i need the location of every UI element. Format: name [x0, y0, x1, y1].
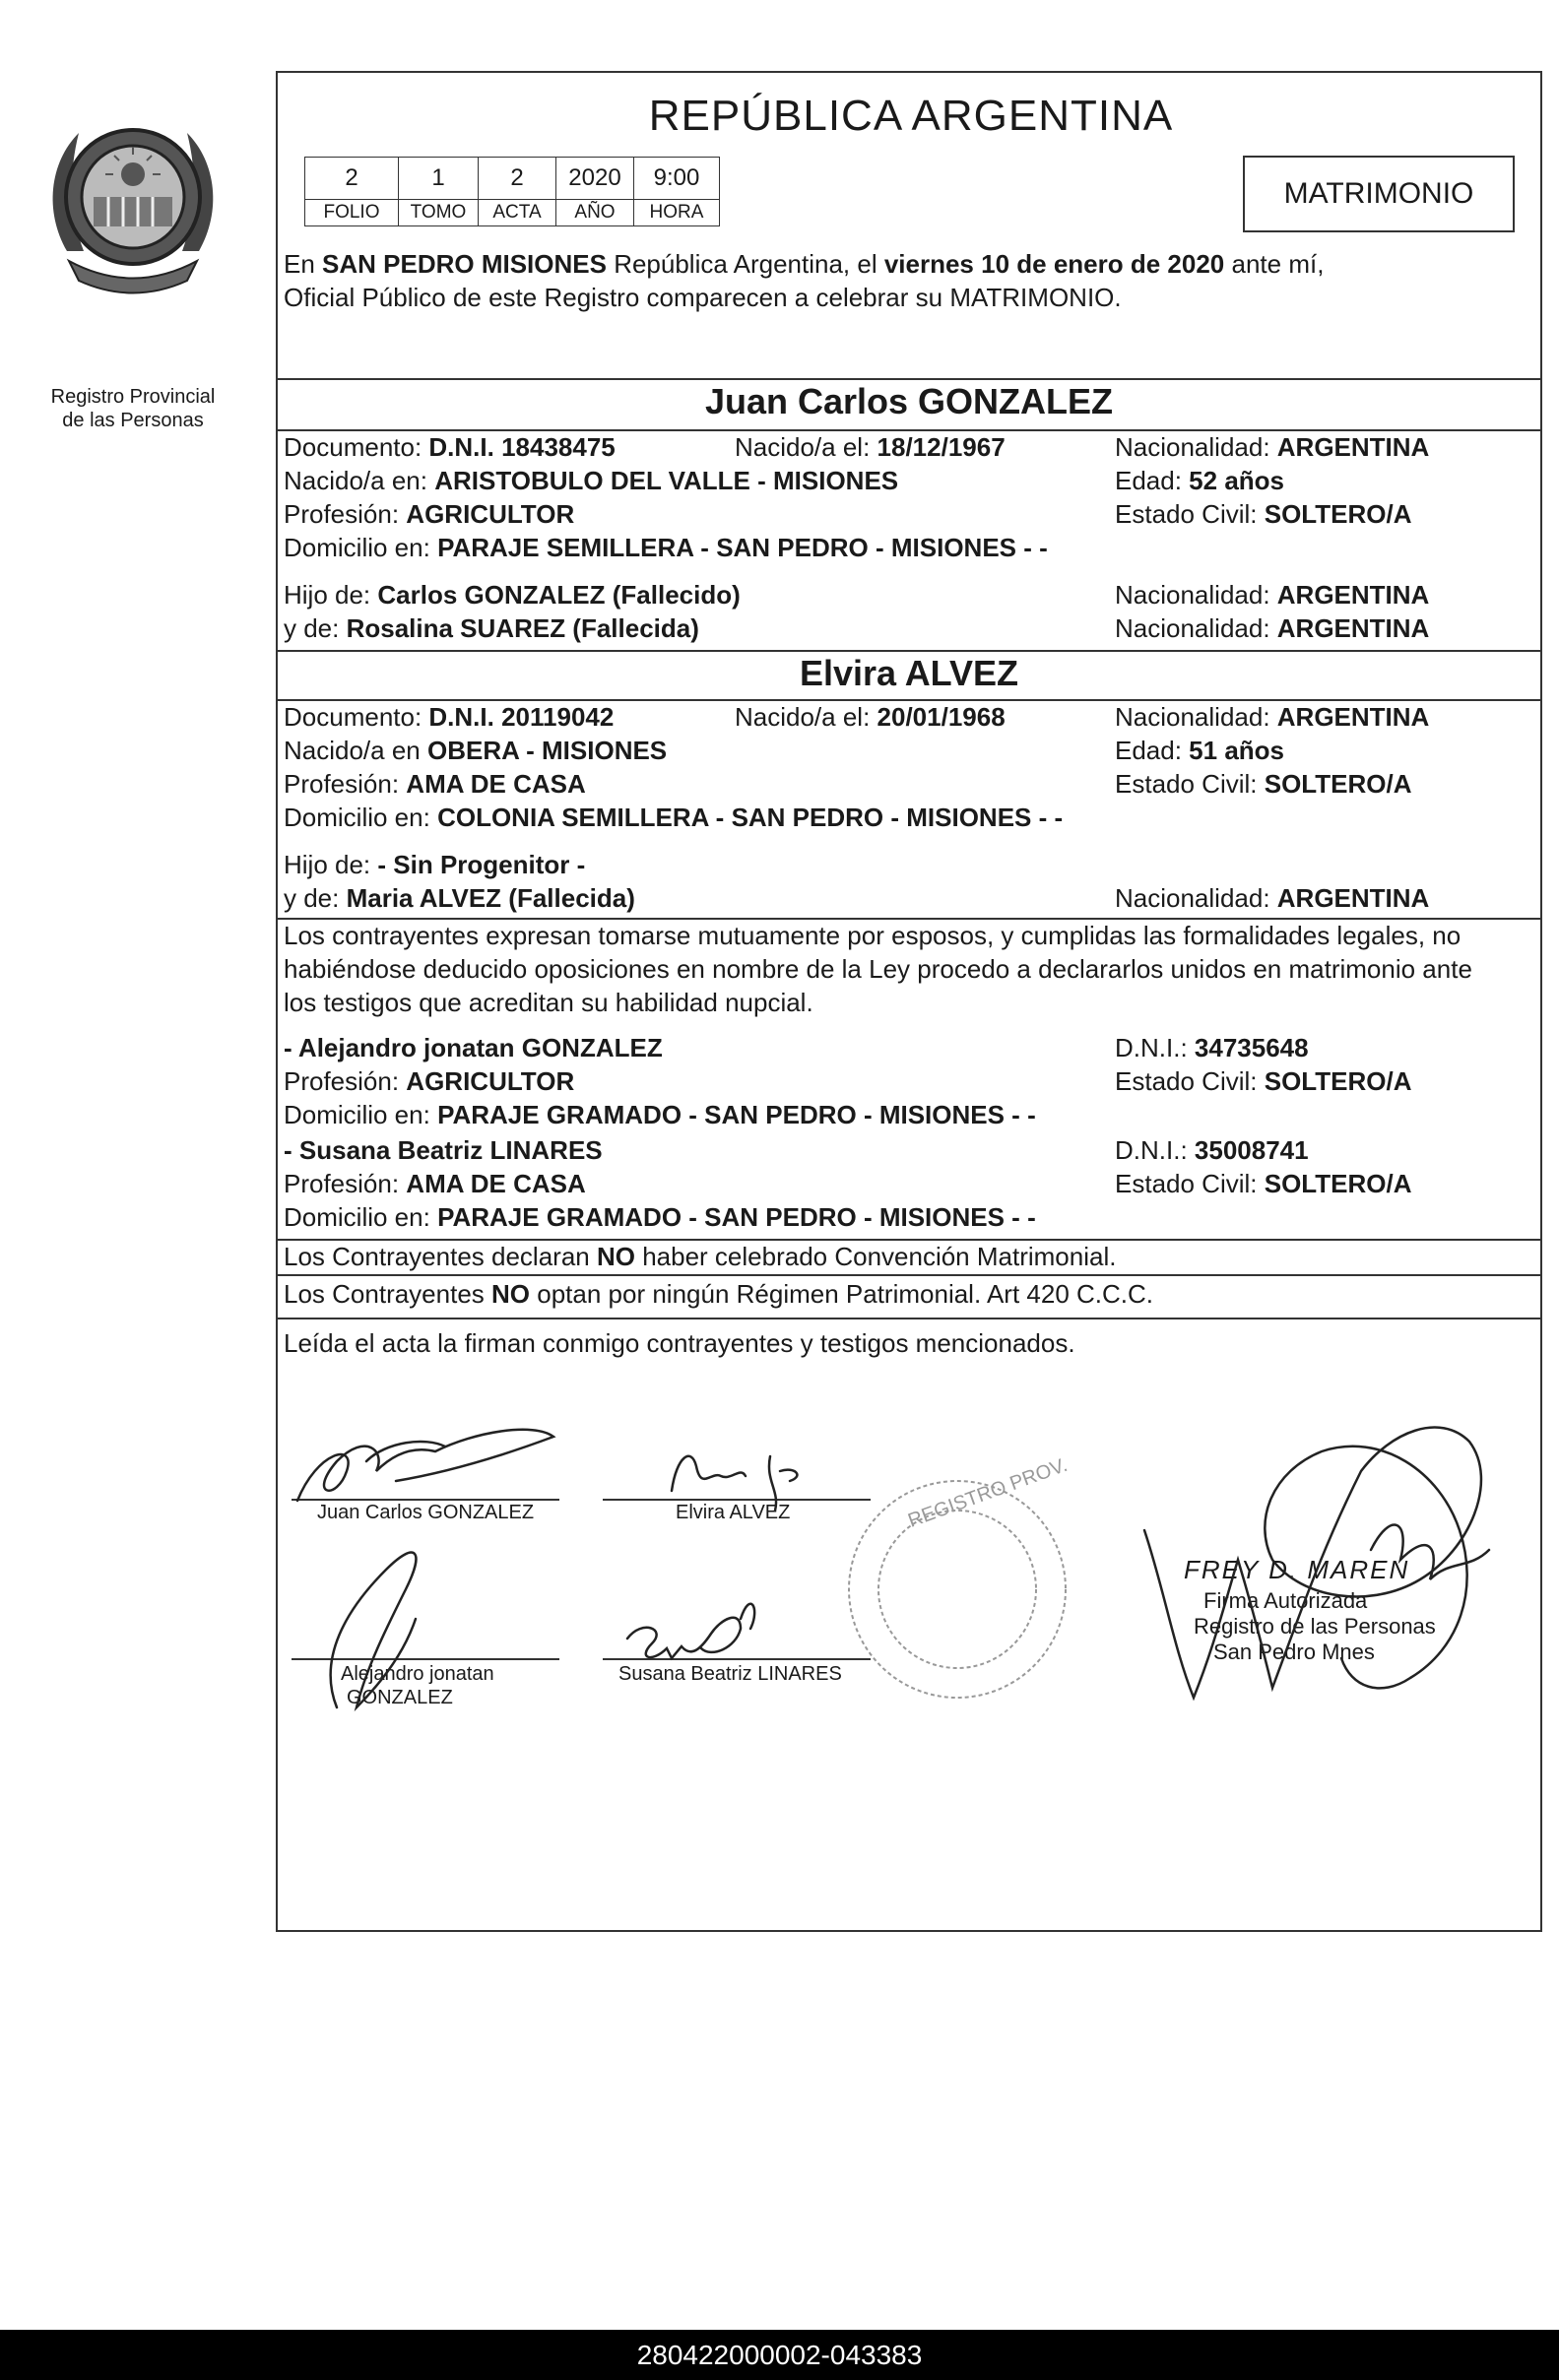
witness1-civil-status: Estado Civil: SOLTERO/A — [1115, 1066, 1412, 1096]
provincial-seal-icon — [39, 103, 227, 300]
spouse2-profession: Profesión: AMA DE CASA — [284, 769, 586, 799]
round-stamp-text: REGISTRO PROV. — [905, 1453, 1071, 1532]
record-table — [304, 157, 720, 226]
signature-label-spouse1: Juan Carlos GONZALEZ — [317, 1502, 535, 1523]
witness2-name: - Susana Beatriz LINARES — [284, 1135, 603, 1165]
spouse1-profession: Profesión: AGRICULTOR — [284, 499, 575, 529]
spouse1-age: Edad: 52 años — [1115, 466, 1284, 495]
spouse1-birthdate: Nacido/a el: 18/12/1967 — [735, 432, 1006, 462]
witness1-address: Domicilio en: PARAJE GRAMADO - SAN PEDRO - MISIONES - - — [284, 1100, 1036, 1129]
spouse2-nationality: Nacionalidad: ARGENTINA — [1115, 702, 1430, 732]
spouse1-document: Documento: D.N.I. 18438475 — [284, 432, 616, 462]
certificate-type-box: MATRIMONIO — [1243, 156, 1515, 232]
spouse2-birthdate: Nacido/a el: 20/01/1968 — [735, 702, 1006, 732]
witness1-profession: Profesión: AGRICULTOR — [284, 1066, 575, 1096]
folio-label: FOLIO — [305, 200, 399, 226]
acta-value: 2 — [479, 158, 556, 200]
declaration-line-2: habiéndose deducido oposiciones en nombre de la Ley procedo a declararlos unidos en matrimonio ante — [284, 954, 1472, 984]
spouse2-name: Elvira ALVEZ — [799, 653, 1019, 693]
hora-label: HORA — [634, 200, 720, 226]
signature-label-witness1-line1: Alejandro jonatan — [341, 1663, 494, 1685]
registry-logo — [39, 103, 227, 431]
spouse1-birthplace: Nacido/a en: ARISTOBULO DEL VALLE - MISIONES — [284, 466, 899, 495]
tomo-value: 1 — [399, 158, 479, 200]
spouse2-civil-status: Estado Civil: SOLTERO/A — [1115, 769, 1412, 799]
intro-line-1: En SAN PEDRO MISIONES República Argentina, el viernes 10 de enero de 2020 ante mí, — [284, 249, 1325, 279]
intro-line-2: Oficial Público de este Registro comparecen a celebrar su MATRIMONIO. — [284, 283, 1122, 312]
witness2-profession: Profesión: AMA DE CASA — [284, 1169, 586, 1198]
spouse2-address: Domicilio en: COLONIA SEMILLERA - SAN PEDRO - MISIONES - - — [284, 803, 1064, 832]
round-stamp-icon — [849, 1481, 1066, 1698]
signature-label-spouse2: Elvira ALVEZ — [676, 1502, 791, 1523]
hora-value: 9:00 — [634, 158, 720, 200]
document-barcode-number: 280422000002-043383 — [0, 2330, 1559, 2380]
signature-label-witness2: Susana Beatriz LINARES — [618, 1663, 842, 1685]
official-stamp-line3: San Pedro Mnes — [1213, 1640, 1375, 1664]
signature-witness2 — [627, 1604, 754, 1658]
official-stamp-line1: Firma Autorizada — [1203, 1588, 1368, 1613]
official-stamp-line2: Registro de las Personas — [1194, 1614, 1436, 1639]
spouse1-father: Hijo de: Carlos GONZALEZ (Fallecido) — [284, 580, 741, 610]
logo-caption-line2: de las Personas — [62, 410, 204, 431]
certificate-frame — [276, 71, 1542, 1932]
convention-line-2: Los Contrayentes NO optan por ningún Régimen Patrimonial. Art 420 C.C.C. — [284, 1279, 1154, 1309]
spouse2-mother: y de: Maria ALVEZ (Fallecida) — [284, 883, 635, 913]
intro-date: viernes 10 de enero de 2020 — [883, 249, 1225, 279]
reading-statement: Leída el acta la firman conmigo contrayentes y testigos mencionados. — [284, 1328, 1075, 1358]
official-stamp-name: FREY D. MAREN — [1184, 1555, 1410, 1584]
spouse1-civil-status: Estado Civil: SOLTERO/A — [1115, 499, 1412, 529]
convention-line-1: Los Contrayentes declaran NO haber celebrado Convención Matrimonial. — [284, 1242, 1117, 1271]
signature-spouse1 — [297, 1430, 553, 1501]
spouse2-document: Documento: D.N.I. 20119042 — [284, 702, 615, 732]
spouse1-address: Domicilio en: PARAJE SEMILLERA - SAN PEDRO - MISIONES - - — [284, 533, 1048, 562]
spouse2-mother-nationality: Nacionalidad: ARGENTINA — [1115, 883, 1430, 913]
spouse1-mother-nationality: Nacionalidad: ARGENTINA — [1115, 613, 1430, 643]
document-title: REPÚBLICA ARGENTINA — [648, 92, 1174, 140]
spouse2-age: Edad: 51 años — [1115, 736, 1284, 765]
tomo-label: TOMO — [399, 200, 479, 226]
witness2-address: Domicilio en: PARAJE GRAMADO - SAN PEDRO - MISIONES - - — [284, 1202, 1036, 1232]
ano-value: 2020 — [556, 158, 634, 200]
spouse1-father-nationality: Nacionalidad: ARGENTINA — [1115, 580, 1430, 610]
intro-place: SAN PEDRO MISIONES — [322, 249, 607, 279]
spouse1-name: Juan Carlos GONZALEZ — [704, 381, 1114, 421]
declaration-line-1: Los contrayentes expresan tomarse mutuamente por esposos, y cumplidas las formalidades legales, no — [284, 921, 1462, 950]
witness1-name: - Alejandro jonatan GONZALEZ — [284, 1033, 663, 1062]
acta-label: ACTA — [479, 200, 556, 226]
folio-value: 2 — [305, 158, 399, 200]
spouse1-nationality: Nacionalidad: ARGENTINA — [1115, 432, 1430, 462]
logo-caption-line1: Registro Provincial — [50, 386, 216, 408]
ano-label: AÑO — [556, 200, 634, 226]
witness2-dni: D.N.I.: 35008741 — [1115, 1135, 1309, 1165]
witness1-dni: D.N.I.: 34735648 — [1115, 1033, 1309, 1062]
declaration-line-3: los testigos que acreditan su habilidad nupcial. — [284, 988, 813, 1017]
spouse2-father: Hijo de: - Sin Progenitor - — [284, 850, 586, 879]
witness2-civil-status: Estado Civil: SOLTERO/A — [1115, 1169, 1412, 1198]
signature-label-witness1-line2: GONZALEZ — [347, 1687, 453, 1708]
spouse1-mother: y de: Rosalina SUAREZ (Fallecida) — [284, 613, 699, 643]
spouse2-birthplace: Nacido/a en OBERA - MISIONES — [284, 736, 668, 765]
